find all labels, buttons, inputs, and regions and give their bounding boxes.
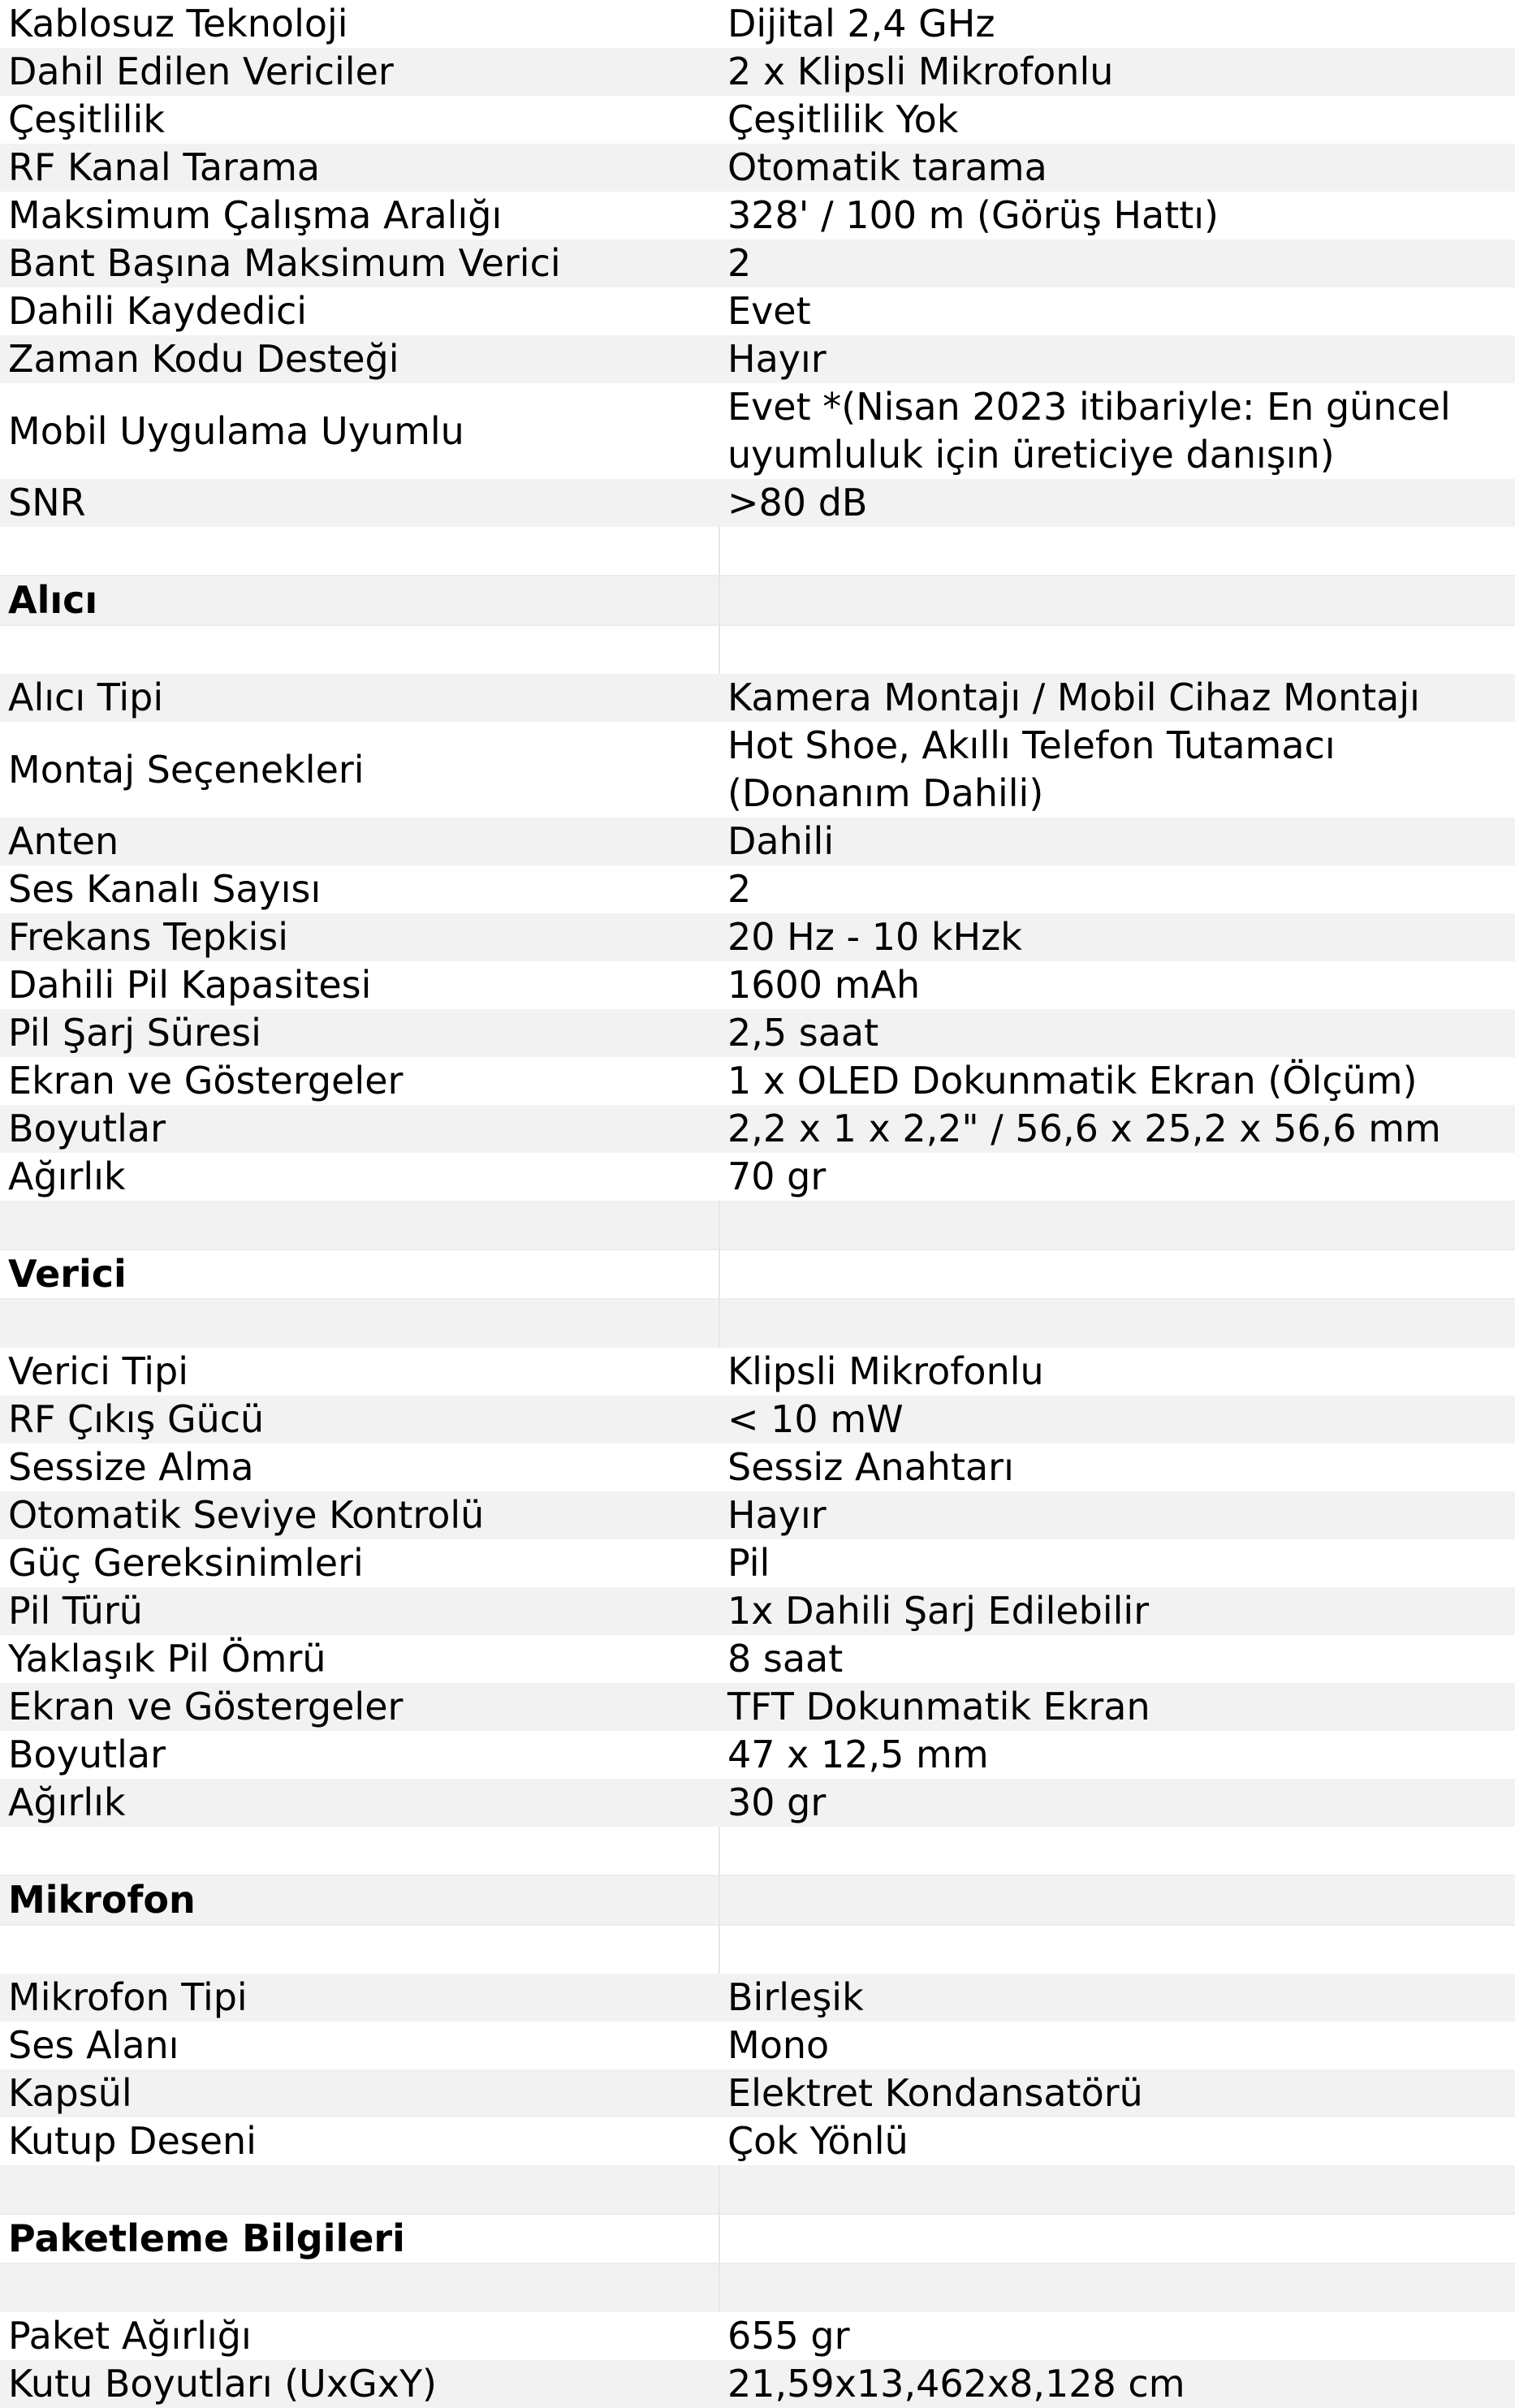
section-header-row <box>0 576 1515 625</box>
section-header-empty <box>719 576 1515 625</box>
spec-label: Dahili Kaydedici <box>8 289 308 333</box>
spec-row <box>0 1009 1515 1057</box>
spec-label: Maksimum Çalışma Aralığı <box>8 193 503 237</box>
spec-value: 2 x Klipsli Mikrofonlu <box>719 48 1515 96</box>
spacer-cell <box>0 1201 719 1249</box>
spec-label: Ekran ve Göstergeler <box>0 1683 719 1731</box>
section-header-row <box>0 2214 1515 2263</box>
spec-label: Paket Ağırlığı <box>8 2314 252 2358</box>
spec-label: Alıcı Tipi <box>0 674 719 722</box>
spec-row <box>0 1444 1515 1491</box>
section-header: Paketleme Bilgileri <box>0 2214 719 2263</box>
spec-value: Evet <box>727 289 811 333</box>
spec-value: 655 gr <box>727 2314 850 2358</box>
spec-label: Zaman Kodu Desteği <box>0 335 719 383</box>
spacer-cell <box>0 625 719 674</box>
spec-row <box>0 1396 1515 1444</box>
spec-row <box>0 1539 1515 1587</box>
spec-value: Klipsli Mikrofonlu <box>727 1349 1044 1393</box>
spacer-row <box>0 1827 1515 1875</box>
spec-row <box>0 0 1515 48</box>
spec-value: Hayır <box>719 1491 1515 1539</box>
spec-value: >80 dB <box>719 479 1515 527</box>
spec-label: Boyutlar <box>8 1733 166 1776</box>
spacer-cell <box>0 1925 719 1974</box>
spec-value: Hot Shoe, Akıllı Telefon Tutamacı (Donanım Dahili) <box>727 723 1336 815</box>
spacer-cell <box>0 2263 719 2312</box>
spec-row <box>0 1348 1515 1396</box>
spec-value: Çeşitlilik Yok <box>727 97 959 141</box>
spec-row <box>0 865 1515 913</box>
spec-row <box>0 674 1515 722</box>
spec-label: Kutup Deseni <box>8 2119 257 2163</box>
spec-value: 70 gr <box>727 1154 827 1198</box>
spec-row <box>0 1779 1515 1827</box>
spec-label: RF Çıkış Gücü <box>0 1396 719 1444</box>
spec-label: Bant Başına Maksimum Verici <box>0 240 719 287</box>
spec-row <box>0 48 1515 96</box>
spec-row <box>0 240 1515 287</box>
spec-label: Sessize Alma <box>8 1445 254 1489</box>
spacer-cell <box>719 1299 1515 1348</box>
spec-row <box>0 1105 1515 1153</box>
spec-value: 1600 mAh <box>727 963 921 1007</box>
spacer-cell <box>719 527 1515 576</box>
spec-row <box>0 479 1515 527</box>
spec-value: 2 <box>719 240 1515 287</box>
spacer-cell <box>719 2263 1515 2312</box>
spec-value: 2,5 saat <box>719 1009 1515 1057</box>
section-header: Verici <box>0 1249 719 1299</box>
spec-value: 2 <box>727 867 752 911</box>
spec-value: 1 x OLED Dokunmatik Ekran (Ölçüm) <box>727 1059 1418 1103</box>
spec-label: Çeşitlilik <box>8 97 165 141</box>
spec-row <box>0 818 1515 865</box>
spec-value: Birleşik <box>719 1974 1515 2022</box>
spec-value: Çok Yönlü <box>727 2119 909 2163</box>
spec-label: Pil Şarj Süresi <box>0 1009 719 1057</box>
spec-label: Kapsül <box>0 2069 719 2117</box>
spacer-cell <box>719 625 1515 674</box>
spacer-row <box>0 2263 1515 2312</box>
spec-value: Pil <box>727 1541 770 1585</box>
spec-value: 47 x 12,5 mm <box>727 1733 989 1776</box>
spacer-cell <box>719 1201 1515 1249</box>
section-header-row <box>0 1875 1515 1925</box>
spec-value: Dahili <box>719 818 1515 865</box>
spec-label: Anten <box>0 818 719 865</box>
spec-value: 328' / 100 m (Görüş Hattı) <box>727 193 1219 237</box>
spec-label: Kutu Boyutları (UxGxY) <box>0 2360 719 2408</box>
spec-row <box>0 2117 1515 2165</box>
spacer-cell <box>0 1299 719 1348</box>
spacer-cell <box>0 2165 719 2214</box>
spec-row <box>0 913 1515 961</box>
spacer-cell <box>719 1925 1515 1974</box>
spacer-row <box>0 1201 1515 1249</box>
section-header-empty <box>719 1875 1515 1925</box>
spec-row <box>0 1587 1515 1635</box>
section-header-empty <box>719 1249 1515 1299</box>
spacer-cell <box>719 1827 1515 1875</box>
spec-value: Elektret Kondansatörü <box>719 2069 1515 2117</box>
spec-label: Yaklaşık Pil Ömrü <box>8 1637 326 1681</box>
spec-value: Kamera Montajı / Mobil Cihaz Montajı <box>719 674 1515 722</box>
spec-row <box>0 2312 1515 2360</box>
spec-label: Mikrofon Tipi <box>0 1974 719 2022</box>
spec-row <box>0 383 1515 479</box>
spec-label: Ağırlık <box>8 1154 126 1198</box>
spec-value: 30 gr <box>719 1779 1515 1827</box>
section-header: Mikrofon <box>0 1875 719 1925</box>
spec-label: Montaj Seçenekleri <box>8 747 365 792</box>
section-header-row <box>0 1249 1515 1299</box>
spec-label: RF Kanal Tarama <box>0 144 719 192</box>
spec-value: 21,59x13,462x8,128 cm <box>719 2360 1515 2408</box>
spec-label: Mobil Uygulama Uyumlu <box>8 408 464 453</box>
spec-row <box>0 722 1515 818</box>
spec-value: 20 Hz - 10 kHzk <box>719 913 1515 961</box>
spec-label: Frekans Tepkisi <box>0 913 719 961</box>
spacer-cell <box>0 1827 719 1875</box>
spec-label: Otomatik Seviye Kontrolü <box>0 1491 719 1539</box>
spec-label: Dahil Edilen Vericiler <box>0 48 719 96</box>
spec-row <box>0 2069 1515 2117</box>
spec-row <box>0 287 1515 335</box>
spec-value: TFT Dokunmatik Ekran <box>719 1683 1515 1731</box>
section-header: Alıcı <box>0 576 719 625</box>
spacer-row <box>0 2165 1515 2214</box>
spec-row <box>0 192 1515 240</box>
spec-label: Verici Tipi <box>8 1349 189 1393</box>
spec-row <box>0 1491 1515 1539</box>
spec-value: 2,2 x 1 x 2,2" / 56,6 x 25,2 x 56,6 mm <box>719 1105 1515 1153</box>
spec-row <box>0 1683 1515 1731</box>
spec-label: Güç Gereksinimleri <box>8 1541 364 1585</box>
spec-row <box>0 1731 1515 1779</box>
spec-value: Hayır <box>719 335 1515 383</box>
spec-row <box>0 2360 1515 2408</box>
spec-value: 8 saat <box>727 1637 844 1681</box>
spec-label: Kablosuz Teknoloji <box>8 2 348 45</box>
spacer-cell <box>719 2165 1515 2214</box>
spec-value: 1x Dahili Şarj Edilebilir <box>719 1587 1515 1635</box>
spec-value: Otomatik tarama <box>719 144 1515 192</box>
spec-label: Ses Kanalı Sayısı <box>8 867 322 911</box>
spec-row <box>0 1057 1515 1105</box>
spec-label: Boyutlar <box>0 1105 719 1153</box>
spec-label: Ağırlık <box>0 1779 719 1827</box>
spec-row <box>0 144 1515 192</box>
spec-label: Ekran ve Göstergeler <box>8 1059 404 1103</box>
spec-row <box>0 1974 1515 2022</box>
spec-row <box>0 1153 1515 1201</box>
spec-label: Pil Türü <box>0 1587 719 1635</box>
spacer-row <box>0 1925 1515 1974</box>
spec-label: SNR <box>0 479 719 527</box>
spacer-row <box>0 625 1515 674</box>
spacer-row <box>0 1299 1515 1348</box>
spec-value: < 10 mW <box>719 1396 1515 1444</box>
spec-row <box>0 961 1515 1009</box>
section-header-empty <box>719 2214 1515 2263</box>
spec-label: Dahili Pil Kapasitesi <box>8 963 372 1007</box>
spec-label: Ses Alanı <box>8 2023 179 2067</box>
spec-value: Evet *(Nisan 2023 itibariyle: En güncel uyumluluk için üreticiye danışın) <box>727 385 1451 477</box>
spec-value: Sessiz Anahtarı <box>727 1445 1014 1489</box>
spec-row <box>0 2022 1515 2069</box>
spec-value: Dijital 2,4 GHz <box>727 2 995 45</box>
spec-value: Mono <box>727 2023 830 2067</box>
spec-row <box>0 335 1515 383</box>
spec-row <box>0 1635 1515 1683</box>
spacer-cell <box>0 527 719 576</box>
spec-row <box>0 96 1515 144</box>
spacer-row <box>0 527 1515 576</box>
